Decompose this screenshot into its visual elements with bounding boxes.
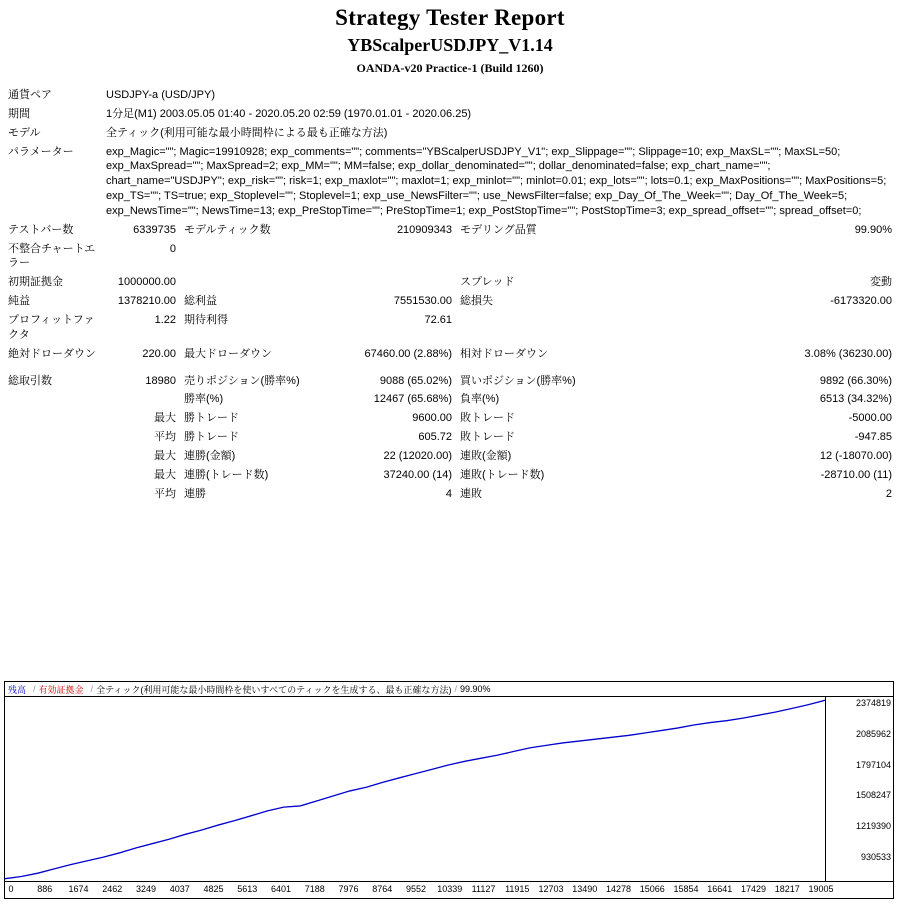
average-win-value: 605.72 xyxy=(418,431,452,444)
max-consec-lossamt-label: 連敗(トレード数) xyxy=(460,468,545,481)
chart-x-tick: 5613 xyxy=(237,884,258,894)
mismatch-value: 0 xyxy=(169,242,176,255)
bars-label: テストバー数 xyxy=(8,223,74,236)
quality-value: 99.90% xyxy=(854,223,892,236)
chart-x-tick: 886 xyxy=(37,884,53,894)
legend-quality-label: 99.90% xyxy=(459,684,491,694)
chart-x-tick: 10339 xyxy=(437,884,463,894)
chart-x-tick: 17429 xyxy=(740,884,767,894)
max-consec-profit-value: 37240.00 (14) xyxy=(383,468,452,481)
bars-value: 6339735 xyxy=(133,223,176,236)
chart-x-tick: 11127 xyxy=(471,884,496,894)
legend-separator-1: / xyxy=(33,684,36,694)
parameters-value: exp_Magic=""; Magic=19910928; exp_comments=""; comments="YBScalperUSDJPY_V1"; exp_Slippage=""; Slippage=10; exp_MaxSL=""; MaxSL=50; exp_MaxSpread=""; MaxSpread=2; exp_MM=""; MM=false; exp_dollar_denominated=""; dollar_denominated=false; exp_chart_name=""; chart_name="USDJPY"; exp_risk=""; risk=1; exp_maxlot=""; maxlot=1; exp_minlot=""; minlot=0.01; exp_lots=""; lots=0.1; exp_MaxPositions=""; MaxPositions=5; exp_TS=""; TS=true; exp_Stoplevel=""; Stoplevel=1; exp_use_NewsFilter=""; use_NewsFilter=false; exp_Day_Of_The_Week=""; Day_Of_The_Week=5; exp_NewsTime=""; NewsTime=13; exp_PreStopTime=""; PreStopTime=1; exp_PostStopTime=""; PostStopTime=3; exp_spread_offset=""; spread_offset=0; xyxy=(106,145,887,217)
max-consec-label: 最大 xyxy=(154,449,176,462)
largest-label: 最大 xyxy=(154,412,176,425)
largest-loss-value: -5000.00 xyxy=(848,412,892,425)
chart-x-tick: 11915 xyxy=(505,884,530,894)
chart-y-axis xyxy=(825,697,893,882)
legend-separator-2: / xyxy=(90,684,94,694)
symbol-label: 通貨ペア xyxy=(8,89,52,101)
table-row-maxconsec-amount xyxy=(4,466,896,485)
chart-y-tick: 1797104 xyxy=(855,759,891,770)
table-row-trades xyxy=(4,364,896,391)
max-consec-loss-label: 連敗(金額) xyxy=(460,449,512,462)
report-page xyxy=(0,5,900,905)
table-row-profitfactor xyxy=(4,311,896,345)
average-label: 平均 xyxy=(154,431,176,444)
table-row-average xyxy=(4,428,896,447)
chart-y-tick: 1508247 xyxy=(855,790,891,801)
broker-build: OANDA-v20 Practice-1 (Build 1260) xyxy=(356,61,544,75)
loss-value: 6513 (34.32%) xyxy=(819,393,892,406)
chart-x-axis xyxy=(5,881,893,898)
table-row-netprofit xyxy=(4,292,896,311)
chart-x-tick: 13490 xyxy=(572,884,598,894)
chart-y-tick: 2374819 xyxy=(855,698,891,708)
table-row-symbol xyxy=(4,86,896,105)
chart-x-tick: 19005 xyxy=(808,884,834,894)
profit-factor-label: プロフィットファクタ xyxy=(8,313,95,341)
chart-x-tick: 9552 xyxy=(405,884,427,894)
legend-separator-3: / xyxy=(454,684,457,694)
page-title: Strategy Tester Report xyxy=(335,5,565,30)
chart-x-tick: 2462 xyxy=(102,884,123,894)
chart-x-tick: 15066 xyxy=(639,884,665,894)
spread-label: スプレッド xyxy=(460,276,515,289)
chart-y-tick: 1219390 xyxy=(855,821,891,832)
long-positions-value: 9892 (66.30%) xyxy=(819,374,892,387)
table-row-avgconsec xyxy=(4,485,896,504)
ticks-value: 210909343 xyxy=(396,223,452,236)
abs-drawdown-label: 絶対ドローダウン xyxy=(8,347,96,360)
table-row-drawdown xyxy=(4,345,896,364)
mismatch-label: 不整合チャートエラー xyxy=(8,242,96,270)
net-profit-label: 純益 xyxy=(8,295,30,308)
model-label: モデル xyxy=(8,126,41,139)
expected-payoff-label: 期待利得 xyxy=(184,313,228,326)
max-consec-lossamt-value: -28710.00 (11) xyxy=(820,468,892,481)
long-positions-label: 買いポジション(勝率%) xyxy=(460,374,576,387)
symbol-value: USDJPY-a (USD/JPY) xyxy=(106,89,216,101)
chart-x-tick: 4825 xyxy=(203,884,224,894)
page-subtitle: YBScalperUSDJPY_V1.14 xyxy=(347,35,553,55)
chart-y-tick: 2085962 xyxy=(855,728,891,739)
average-loss-label: 敗トレード xyxy=(460,431,515,444)
chart-x-tick: 8764 xyxy=(372,884,393,894)
spread-value: 変動 xyxy=(870,276,892,289)
period-label: 期間 xyxy=(8,107,30,120)
period-value: 1分足(M1) 2003.05.05 01:40 - 2020.05.20 02:59 (1970.01.01 - 2020.06.25) xyxy=(106,107,472,120)
total-trades-value: 18980 xyxy=(145,374,176,387)
win-label: 勝率(%) xyxy=(184,393,224,406)
short-positions-value: 9088 (65.02%) xyxy=(379,374,452,387)
short-positions-label: 売りポジション(勝率%) xyxy=(184,374,300,387)
abs-drawdown-value: 220.00 xyxy=(142,347,176,360)
table-row-largest xyxy=(4,409,896,428)
chart-x-tick: 3249 xyxy=(135,884,157,894)
win-value: 12467 (65.68%) xyxy=(373,393,452,406)
gross-profit-label: 総利益 xyxy=(184,295,217,308)
largest-win-label: 勝トレード xyxy=(184,412,239,425)
chart-x-tick: 4037 xyxy=(169,884,190,894)
rel-drawdown-label: 相対ドローダウン xyxy=(460,347,548,360)
largest-win-value: 9600.00 xyxy=(412,412,452,425)
expected-payoff-value: 72.61 xyxy=(424,313,452,326)
chart-x-tick: 12703 xyxy=(538,884,564,894)
largest-loss-label: 敗トレード xyxy=(460,412,515,425)
avg-consec-loss-label: 連敗 xyxy=(460,487,482,500)
profit-factor-value: 1.22 xyxy=(154,313,176,326)
quality-label: モデリング品質 xyxy=(460,223,537,236)
initial-deposit-value: 1000000.00 xyxy=(117,276,176,289)
avg-consec-loss-value: 2 xyxy=(885,487,892,500)
max-drawdown-label: 最大ドローダウン xyxy=(184,347,272,360)
rel-drawdown-value: 3.08% (36230.00) xyxy=(804,347,892,360)
max-consec-loss-value: 12 (-18070.00) xyxy=(819,449,892,462)
table-row-winrate xyxy=(4,390,896,409)
equity-chart xyxy=(4,681,894,899)
summary-table xyxy=(4,86,896,503)
chart-x-tick: 14278 xyxy=(605,884,632,894)
legend-balance-label: 残高 xyxy=(8,684,27,695)
loss-label: 負率(%) xyxy=(460,393,500,406)
total-trades-label: 総取引数 xyxy=(8,374,52,387)
chart-x-tick: 6401 xyxy=(270,884,292,894)
max-consec-amount-label: 最大 xyxy=(154,468,176,481)
average-loss-value: -947.85 xyxy=(854,431,892,444)
max-consec-win-value: 22 (12020.00) xyxy=(383,449,452,462)
table-row-mismatch xyxy=(4,240,896,274)
gross-profit-value: 7551530.00 xyxy=(393,295,452,308)
gross-loss-value: -6173320.00 xyxy=(830,295,892,308)
chart-x-tick: 16641 xyxy=(707,884,733,894)
gross-loss-label: 総損失 xyxy=(460,295,493,308)
table-row-model xyxy=(4,124,896,143)
initial-deposit-label: 初期証拠金 xyxy=(8,276,63,289)
average-win-label: 勝トレード xyxy=(184,431,239,444)
parameters-label: パラメーター xyxy=(8,145,74,158)
max-consec-profit-label: 連勝(トレード数) xyxy=(184,468,269,481)
max-drawdown-value: 67460.00 (2.88%) xyxy=(364,347,452,360)
table-row-maxconsec xyxy=(4,447,896,466)
chart-x-tick: 7188 xyxy=(304,884,325,894)
max-consec-win-label: 連勝(金額) xyxy=(184,449,236,462)
chart-x-tick: 0 xyxy=(8,884,14,894)
table-row-bars xyxy=(4,221,896,240)
model-value: 全ティック(利用可能な最小時間枠による最も正確な方法) xyxy=(106,126,388,139)
net-profit-value: 1378210.00 xyxy=(117,295,176,308)
balance-curve xyxy=(5,697,825,882)
chart-x-tick: 15854 xyxy=(673,884,699,894)
table-row-period xyxy=(4,105,896,124)
legend-method-label: 全ティック(利用可能な最小時間枠を使いすべてのティックを生成する、最も正確な方法) xyxy=(96,684,452,695)
chart-y-tick: 930533 xyxy=(860,852,891,862)
chart-legend xyxy=(5,682,893,697)
avg-consec-win-value: 4 xyxy=(445,487,452,500)
chart-curve-container xyxy=(5,697,825,882)
avg-consec-label: 平均 xyxy=(154,487,176,500)
chart-x-tick: 1674 xyxy=(68,884,89,894)
chart-x-tick: 18217 xyxy=(774,884,800,894)
ticks-label: モデルティック数 xyxy=(184,223,271,236)
table-row-deposit xyxy=(4,273,896,292)
chart-x-tick: 7976 xyxy=(338,884,359,894)
avg-consec-win-label: 連勝 xyxy=(184,487,206,500)
table-row-parameters xyxy=(4,143,896,221)
legend-equity-label: 有効証拠金 xyxy=(38,684,84,695)
chart-plot-area xyxy=(5,697,893,882)
